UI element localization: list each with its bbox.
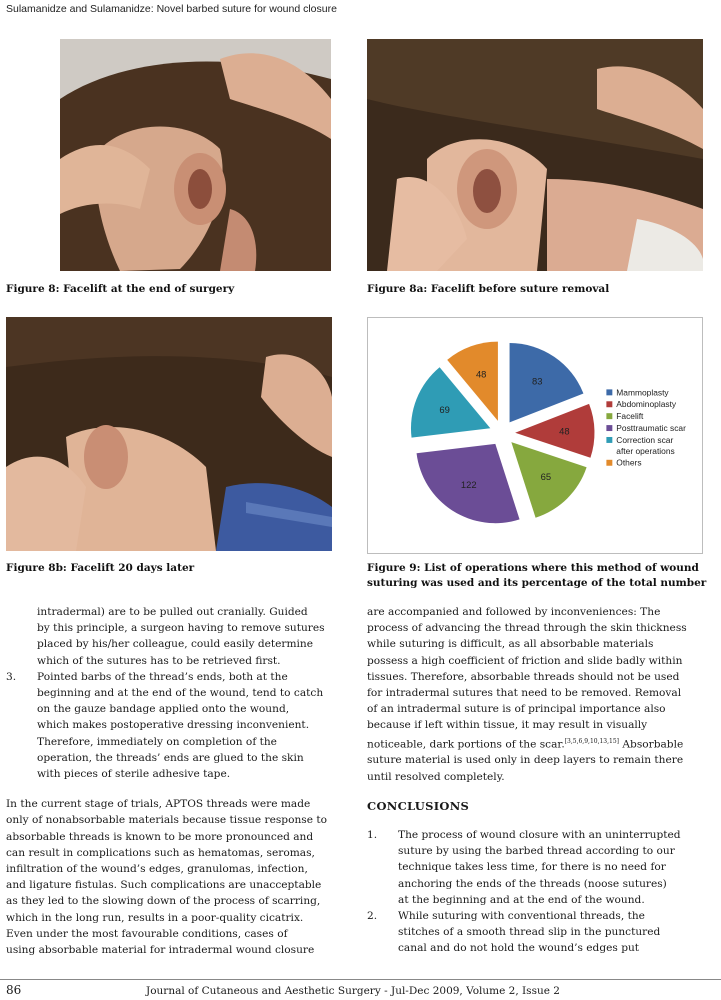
body-line: which in the long run, results in a poor-quality cicatrix. [6,911,304,924]
pie-data-label: 65 [540,471,552,483]
body-line: only of nonabsorbable materials because tissue response to [6,814,327,827]
legend-label: Posttraumatic scar [616,423,686,434]
list-item-3 [6,669,342,782]
conclusion-item-1 [367,827,703,908]
pie-data-label: 122 [460,479,477,491]
body-line: with pieces of sterile adhesive tape. [37,768,231,781]
body-line: absorbable threads is known to be more pronounced and [6,830,314,843]
body-line: placed by his/her colleague, could easily determine [37,638,313,651]
body-line: using absorbable material for intradermal wound closure [6,944,315,957]
legend-swatch [606,437,612,443]
pie-data-label: 83 [532,375,543,387]
pie-data-label: 69 [439,404,450,416]
body-line: operation, the threads’ ends are glued to the skin [37,751,304,764]
body-line: anchoring the ends of the threads (noose sutures) [398,877,667,890]
body-line: and ligature fistulas. Such complications are unacceptable [6,879,322,892]
list-number: 3. [6,670,17,683]
figure-8b-caption: Figure 8b: Facelift 20 days later [6,562,195,574]
legend-swatch [606,413,612,419]
legend-swatch [606,425,612,431]
running-title: Sulamanidze and Sulamanidze: Novel barbed suture for wound closure [6,3,337,15]
body-text: noticeable, dark portions of the scar. [367,738,565,751]
body-line: canal and do not hold the wound’s edges put [398,942,640,955]
body-line: until resolved completely. [367,770,505,783]
list-number: 2. [367,909,378,922]
body-line: infiltration of the wound’s edges, granulomas, infection, [6,863,308,876]
body-line: because if left within tissue, it may result in visually [367,719,648,732]
body-line: suture by using the barbed thread according to our [398,845,675,858]
body-line: Therefore, immediately on completion of the [37,735,277,748]
legend-swatch [606,460,612,466]
body-line: of an intradermal suture is of principal importance also [367,703,666,716]
body-line: are accompanied and followed by inconveniences: The [367,606,661,618]
body-text: Absorbable [622,738,684,751]
pie-data-label: 48 [559,425,570,437]
conclusions-heading: CONCLUSIONS [367,798,470,813]
figure-8-caption: Figure 8: Facelift at the end of surgery [6,283,235,295]
body-line: while suturing is difficult, as all absorbable materials [367,638,654,651]
body-line: as they led to the slowing down of the process of scarring, [6,895,321,908]
figure-8a-photo [367,39,703,271]
body-line: possess a high coefficient of friction and slide badly within [367,654,683,667]
journal-footer: Journal of Cutaneous and Aesthetic Surgery - Jul-Dec 2009, Volume 2, Issue 2 [146,985,560,997]
body-line: at the beginning and at the end of the wound. [398,893,645,906]
body-line: technique takes less time, for there is no need for [398,861,666,874]
citation: [3,5,6,9,10,13,15] [564,737,620,745]
legend-label: Others [616,457,642,468]
body-line [367,734,703,753]
pie-chart [368,318,702,553]
body-line: which of the sutures has to be retrieved first. [37,654,281,667]
body-line: In the current stage of trials, APTOS threads were made [6,798,311,811]
body-line: beginning and at the end of the wound, tend to catch [37,687,324,700]
figure-8b-photo [6,317,332,551]
legend-swatch [606,401,612,407]
legend-label: Abdominoplasty [616,399,677,410]
body-line: stitches of a smooth thread slip in the punctured [398,926,661,939]
body-line: While suturing with conventional threads, the [398,909,645,922]
conclusion-item-2 [367,908,703,957]
legend-label: Facelift [616,411,644,422]
body-line: Even under the most favourable conditions, cases of [6,927,288,940]
body-line: for intradermal sutures that need to be removed. Removal [367,687,682,700]
body-line: Pointed barbs of the thread’s ends, both at the [37,670,288,683]
legend-label: after operations [616,445,675,456]
pie-data-label: 48 [475,368,487,380]
footer-rule [0,979,721,980]
body-line: can result in complications such as hematomas, seromas, [6,846,315,859]
body-line: by this principle, a surgeon having to remove sutures [37,622,325,635]
body-line: process of advancing the thread through the skin thickness [367,622,687,635]
figure-8a-caption: Figure 8a: Facelift before suture removal [367,283,610,295]
body-line: on the gauze bandage applied onto the wound, [37,703,290,716]
legend-label: Correction scar [616,434,674,445]
figure-9-caption-line1: Figure 9: List of operations where this method of wound [367,562,699,574]
left-column [6,604,342,958]
body-line: which makes postoperative dressing inconvenient. [37,719,310,732]
legend-label: Mammoplasty [616,387,669,398]
page-number: 86 [6,983,22,997]
body-line: suture material is used only in deep layers to remain there [367,754,684,767]
right-column [367,604,703,957]
body-line: tissues. Therefore, absorbable threads should not be used [367,670,680,683]
body-line: intradermal) are to be pulled out cranially. Guided [37,606,308,618]
figure-9-chart [367,317,703,554]
figure-9-caption-line2: suturing was used and its percentage of the total number [367,577,707,589]
list-number: 1. [367,828,378,841]
body-line: The process of wound closure with an uninterrupted [398,828,681,841]
figure-8-photo [60,39,331,271]
legend-swatch [606,389,612,395]
